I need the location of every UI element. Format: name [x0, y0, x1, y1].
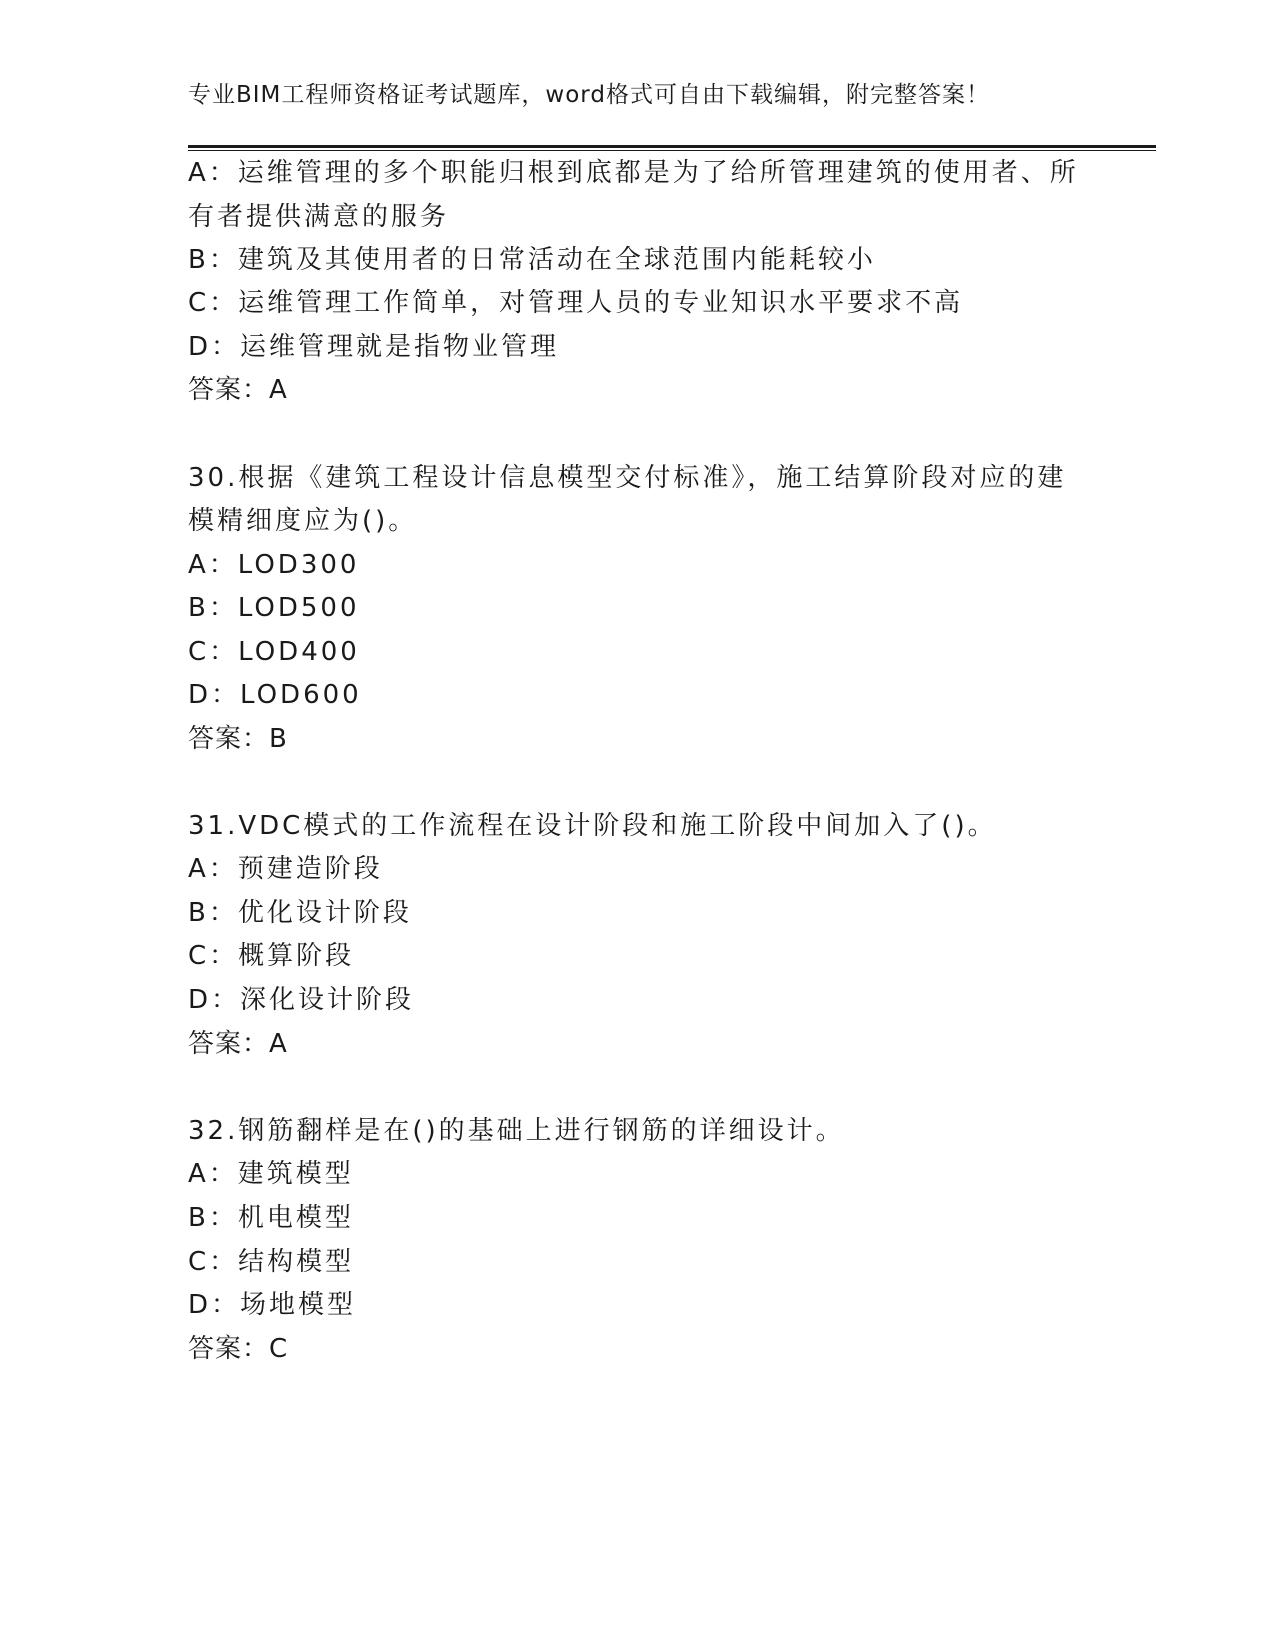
question-32-stem: 32.钢筋翻样是在()的基础上进行钢筋的详细设计。: [188, 1116, 845, 1146]
answer: 答案：A: [188, 375, 288, 405]
q31-option-a: A：预建造阶段: [188, 854, 383, 884]
header-divider: [188, 145, 1156, 151]
q31-option-b: B：优化设计阶段: [188, 898, 412, 928]
q30-answer: 答案：B: [188, 724, 288, 754]
option-a-line2: 有者提供满意的服务: [188, 202, 450, 232]
q30-option-b: B：LOD500: [188, 593, 360, 623]
q31-answer: 答案：A: [188, 1029, 288, 1059]
q32-option-a: A：建筑模型: [188, 1159, 354, 1189]
option-a-line1: A：运维管理的多个职能归根到底都是为了给所管理建筑的使用者、所: [188, 158, 1079, 188]
question-30-stem: 30.根据《建筑工程设计信息模型交付标准》，施工结算阶段对应的建: [188, 463, 1067, 493]
q30-option-c: C：LOD400: [188, 637, 360, 667]
q32-option-d: D：场地模型: [188, 1290, 357, 1320]
option-b: B：建筑及其使用者的日常活动在全球范围内能耗较小: [188, 245, 876, 275]
option-c: C：运维管理工作简单，对管理人员的专业知识水平要求不高: [188, 288, 964, 318]
q32-option-c: C：结构模型: [188, 1247, 355, 1277]
question-31-stem: 31.VDC模式的工作流程在设计阶段和施工阶段中间加入了()。: [188, 811, 997, 841]
q30-option-a: A：LOD300: [188, 550, 360, 580]
q32-answer: 答案：C: [188, 1334, 289, 1364]
q30-option-d: D：LOD600: [188, 680, 362, 710]
q31-option-d: D：深化设计阶段: [188, 985, 415, 1015]
q31-option-c: C：概算阶段: [188, 941, 355, 971]
option-d: D：运维管理就是指物业管理: [188, 332, 560, 362]
page-header: 专业BIM工程师资格证考试题库，word格式可自由下载编辑，附完整答案！: [188, 82, 990, 108]
question-30-stem-cont: 模精细度应为()。: [188, 506, 418, 536]
q32-option-b: B：机电模型: [188, 1203, 354, 1233]
